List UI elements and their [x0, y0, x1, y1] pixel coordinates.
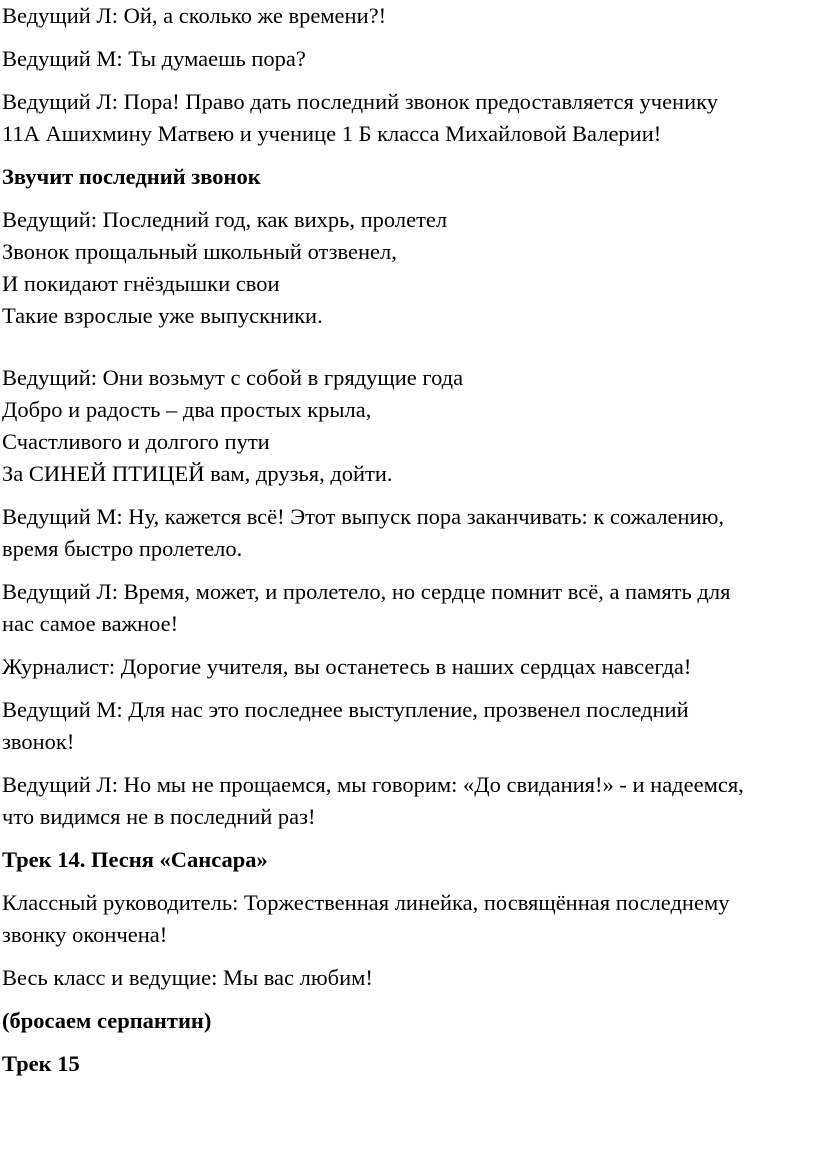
paragraph: [2, 651, 814, 683]
text-line: время быстро пролетело.: [2, 536, 243, 561]
bold-paragraph: [2, 1048, 814, 1080]
text-line: Ведущий: Последний год, как вихрь, пролетел: [2, 207, 448, 232]
text-line: что видимся не в последний раз!: [2, 804, 316, 829]
text-line: (бросаем серпантин): [2, 1008, 212, 1033]
paragraph: [2, 86, 814, 150]
text-line: Ведущий Л: Но мы не прощаемся, мы говорим: «До свидания!» - и надеемся,: [2, 772, 744, 797]
text-line: Ведущий М: Для нас это последнее выступление, прозвенел последний: [2, 697, 689, 722]
text-line: Ведущий: Они возьмут с собой в грядущие года: [2, 365, 464, 390]
text-line: Счастливого и долгого пути: [2, 429, 270, 454]
text-line: звонок!: [2, 729, 75, 754]
paragraph: [2, 769, 814, 833]
text-line: Весь класс и ведущие: Мы вас любим!: [2, 965, 373, 990]
paragraph: [2, 204, 814, 332]
text-line: Добро и радость – два простых крыла,: [2, 397, 372, 422]
text-line: Ведущий Л: Пора! Право дать последний звонок предоставляется ученику: [2, 89, 719, 114]
paragraph: [2, 576, 814, 640]
paragraph: [2, 887, 814, 951]
paragraph: [2, 0, 814, 32]
bold-paragraph: [2, 161, 814, 193]
text-line: Ведущий М: Ну, кажется всё! Этот выпуск пора заканчивать: к сожалению,: [2, 504, 725, 529]
text-line: Звонок прощальный школьный отзвенел,: [2, 239, 397, 264]
text-line: нас самое важное!: [2, 611, 179, 636]
text-line: Классный руководитель: Торжественная линейка, посвящённая последнему: [2, 890, 730, 915]
paragraph: [2, 43, 814, 75]
paragraph: [2, 501, 814, 565]
text-line: Ведущий М: Ты думаешь пора?: [2, 46, 306, 71]
text-line: звонку окончена!: [2, 922, 168, 947]
text-line: Трек 15: [2, 1051, 80, 1076]
text-line: И покидают гнёздышки свои: [2, 271, 280, 296]
paragraph: [2, 962, 814, 994]
text-line: За СИНЕЙ ПТИЦЕЙ вам, друзья, дойти.: [2, 461, 393, 486]
text-line: Журналист: Дорогие учителя, вы останетесь в наших сердцах навсегда!: [2, 654, 692, 679]
text-line: Ведущий Л: Ой, а сколько же времени?!: [2, 3, 387, 28]
bold-paragraph: [2, 1005, 814, 1037]
bold-paragraph: [2, 844, 814, 876]
text-line: Трек 14. Песня «Сансара»: [2, 847, 268, 872]
paragraph: [2, 362, 814, 490]
text-line: 11А Ашихмину Матвею и ученице 1 Б класса Михайловой Валерии!: [2, 121, 662, 146]
document-page: [2, 0, 814, 1080]
text-line: Ведущий Л: Время, может, и пролетело, но сердце помнит всё, а память для: [2, 579, 731, 604]
text-line: Звучит последний звонок: [2, 164, 261, 189]
paragraph: [2, 694, 814, 758]
text-line: Такие взрослые уже выпускники.: [2, 303, 323, 328]
